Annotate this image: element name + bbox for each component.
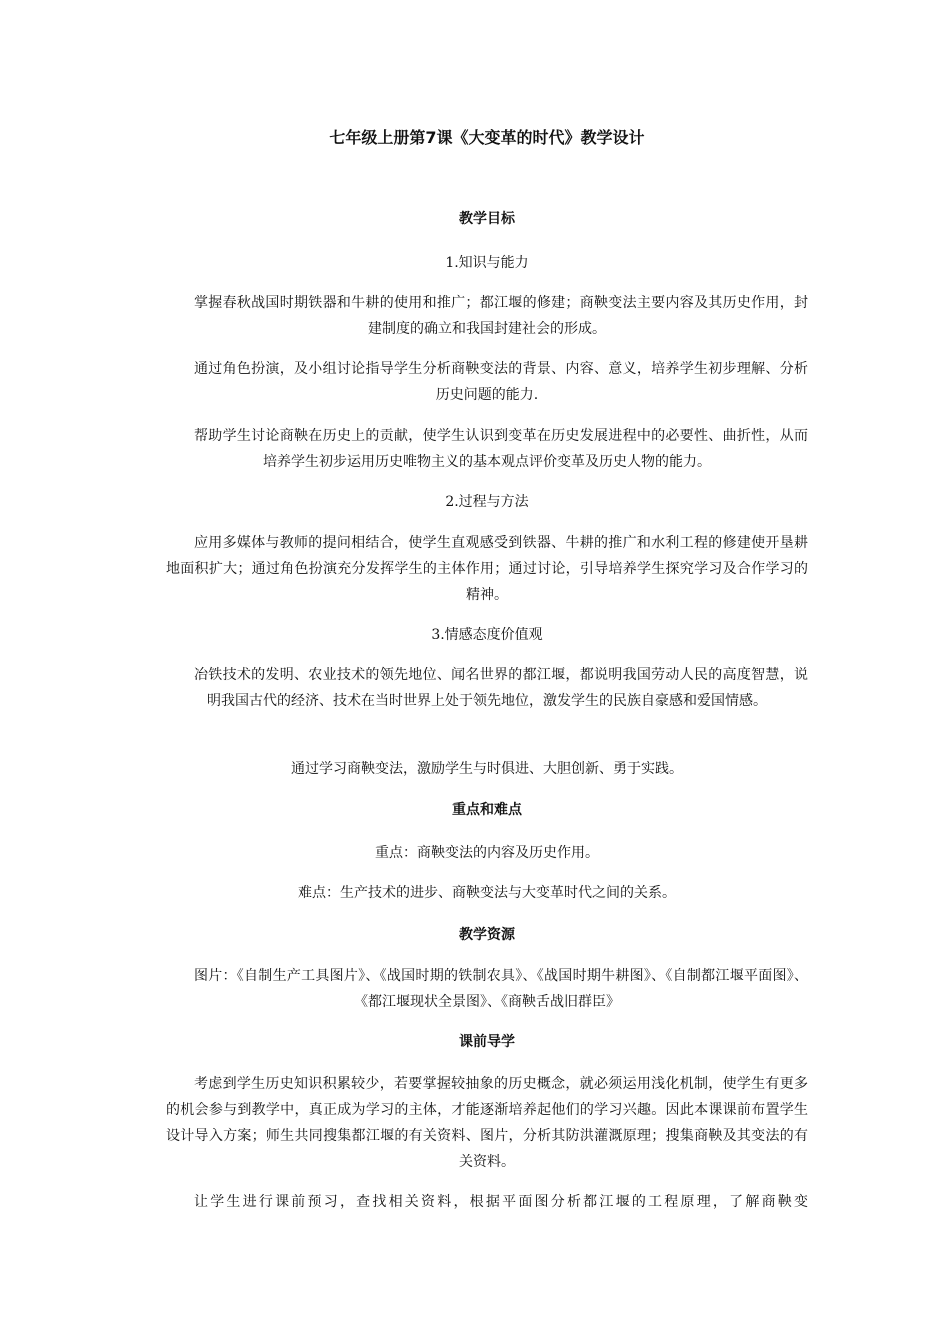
heading-objectives: 教学目标 xyxy=(459,211,515,227)
document-title: 七年级上册第7课《大变革的时代》教学设计 xyxy=(329,128,645,147)
heading-keypoints: 重点和难点 xyxy=(452,802,522,818)
subheading-process: 2.过程与方法 xyxy=(445,494,529,510)
paragraph-knowledge-2: 通过角色扮演，及小组讨论指导学生分析商鞅变法的背景、内容、意义，培养学生初步理解、分析历史问题的能力. xyxy=(194,361,808,403)
paragraph-knowledge-1: 掌握春秋战国时期铁器和牛耕的使用和推广；都江堰的修建；商鞅变法主要内容及其历史作用，封建制度的确立和我国封建社会的形成。 xyxy=(194,295,808,337)
paragraph-resources: 图片：《自制生产工具图片》、《战国时期的铁制农具》、《战国时期牛耕图》、《自制都江堰平面图》、《都江堰现状全景图》、《商鞅舌战旧群臣》 xyxy=(194,968,808,1010)
paragraph-preview-2: 让学生进行课前预习，查找相关资料，根据平面图分析都江堰的工程原理，了解商鞅变 xyxy=(194,1194,808,1210)
paragraph-difficulty: 难点：生产技术的进步、商鞅变法与大变革时代之间的关系。 xyxy=(298,885,676,901)
subheading-emotion: 3.情感态度价值观 xyxy=(431,627,543,643)
paragraph-process-1: 应用多媒体与教师的提问相结合，使学生直观感受到铁器、牛耕的推广和水利工程的修建使开垦耕地面积扩大；通过角色扮演充分发挥学生的主体作用；通过讨论，引导培养学生探究学习及合作学习的精神。 xyxy=(166,535,808,603)
paragraph-preview-1: 考虑到学生历史知识积累较少，若要掌握较抽象的历史概念，就必须运用浅化机制，使学生有更多的机会参与到教学中，真正成为学习的主体，才能逐渐培养起他们的学习兴趣。因此本课课前布置学生设计导入方案；师生共同搜集都江堰的有关资料、图片，分析其防洪灌溉原理；搜集商鞅及其变法的有关资料。 xyxy=(166,1076,808,1170)
paragraph-knowledge-3: 帮助学生讨论商鞅在历史上的贡献，使学生认识到变革在历史发展进程中的必要性、曲折性，从而培养学生初步运用历史唯物主义的基本观点评价变革及历史人物的能力。 xyxy=(194,428,808,470)
paragraph-emotion-2: 通过学习商鞅变法，激励学生与时俱进、大胆创新、勇于实践。 xyxy=(291,761,683,777)
heading-preview: 课前导学 xyxy=(459,1034,515,1050)
paragraph-emotion-1: 冶铁技术的发明、农业技术的领先地位、闻名世界的都江堰，都说明我国劳动人民的高度智慧，说明我国古代的经济、技术在当时世界上处于领先地位，激发学生的民族自豪感和爱国情感。 xyxy=(194,667,808,709)
paragraph-keypoint: 重点：商鞅变法的内容及历史作用。 xyxy=(375,845,599,861)
subheading-knowledge: 1.知识与能力 xyxy=(445,255,529,271)
heading-resources: 教学资源 xyxy=(459,927,515,943)
